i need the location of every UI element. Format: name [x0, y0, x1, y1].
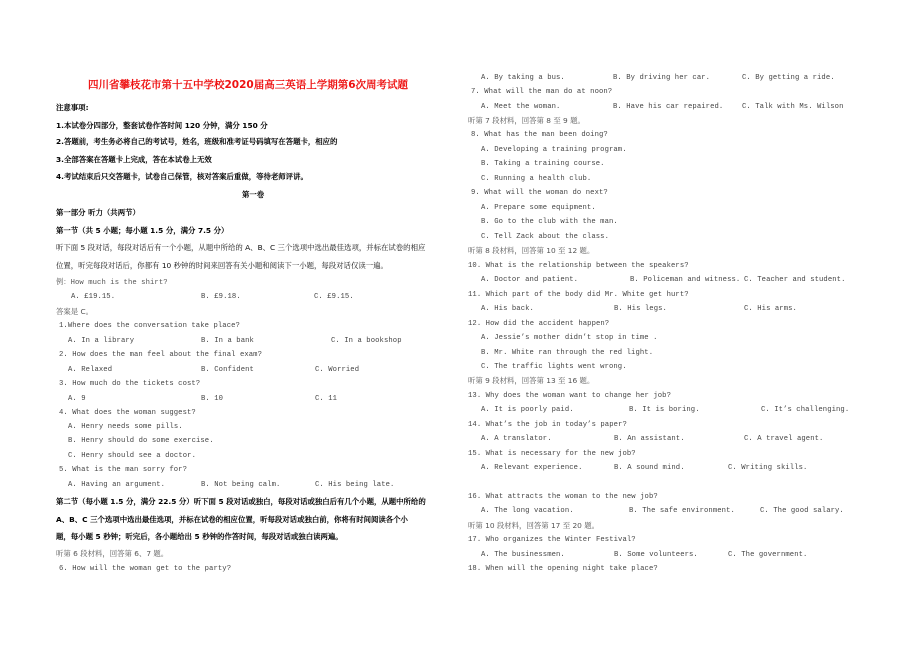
question-11: 11. Which part of the body did Mr. White get hurt?	[468, 291, 689, 299]
notice-item-3: 3.全部答案在答题卡上完成，答在本试卷上无效	[56, 155, 212, 164]
question-7: 7. What will the man do at noon?	[471, 88, 613, 96]
q7-option-c: C. Talk with Ms. Wilson	[742, 103, 844, 111]
q17-option-b: B. Some volunteers.	[614, 551, 698, 559]
notice-item-2: 2.答题前，考生务必将自己的考试号，姓名，班级和准考证号码填写在答题卡，相应的	[56, 137, 338, 146]
q16-option-b: B. The safe environment.	[629, 507, 735, 515]
group-8-instruction: 听第 8 段材料，回答第 10 至 12 题。	[468, 246, 595, 255]
q6-option-c: C. By getting a ride.	[742, 74, 835, 82]
question-8: 8. What has the man been doing?	[471, 131, 608, 139]
q6-option-a: A. By taking a bus.	[481, 74, 565, 82]
q4-option-c: C. Henry should see a doctor.	[68, 452, 196, 460]
q12-option-b: B. Mr. White ran through the red light.	[481, 349, 654, 357]
q2-option-c: C. Worried	[315, 366, 360, 374]
question-10: 10. What is the relationship between the speakers?	[468, 262, 689, 270]
question-14: 14. What’s the job in today’s paper?	[468, 421, 627, 429]
group-9-instruction: 听第 9 段材料，回答第 13 至 16 题。	[468, 376, 595, 385]
group-10-instruction: 听第 10 段材料，回答第 17 至 20 题。	[468, 521, 599, 530]
question-3: 3. How much do the tickets cost?	[59, 380, 201, 388]
q5-option-a: A. Having an argument.	[68, 481, 166, 489]
q15-option-b: B. A sound mind.	[614, 464, 685, 472]
q15-option-c: C. Writing skills.	[728, 464, 808, 472]
q14-option-a: A. A translator.	[481, 435, 552, 443]
question-5: 5. What is the man sorry for?	[59, 466, 187, 474]
q13-option-c: C. It’s challenging.	[761, 406, 850, 414]
section2-heading-line2: A、B、C 三个选项中选出最佳选项，并标在试卷的相应位置，听每段对话或独白前，你将有时间阅读各个小	[56, 515, 408, 524]
section1-instructions-line2: 位置，听完每段对话后，你都有 10 秒钟的时间来回答有关小题和阅读下一小题，每段对话仅读一遍。	[56, 261, 388, 270]
q17-option-c: C. The government.	[728, 551, 808, 559]
question-17: 17. Who organizes the Winter Festival?	[468, 536, 636, 544]
q13-option-b: B. It is boring.	[629, 406, 700, 414]
example-option-b: B. £9.18.	[201, 293, 241, 301]
example-question: 例：How much is the shirt?	[56, 279, 168, 287]
q11-option-c: C. His arms.	[744, 305, 797, 313]
example-answer: 答案是 C。	[56, 307, 94, 316]
q14-option-c: C. A travel agent.	[744, 435, 824, 443]
q3-option-a: A. 9	[68, 395, 86, 403]
q14-option-b: B. An assistant.	[614, 435, 685, 443]
example-option-a: A. £19.15.	[71, 293, 116, 301]
question-6: 6. How will the woman get to the party?	[59, 565, 232, 573]
volume-title: 第一卷	[242, 190, 265, 199]
q10-option-a: A. Doctor and patient.	[481, 276, 579, 284]
q8-option-a: A. Developing a training program.	[481, 146, 627, 154]
notice-item-4: 4.考试结束后只交答题卡，试卷自己保管，核对答案后重做，等待老师评讲。	[56, 172, 308, 181]
q8-option-b: B. Taking a training course.	[481, 160, 605, 168]
notice-item-1: 1.本试卷分四部分，整套试卷作答时间 120 分钟，满分 150 分	[56, 121, 268, 130]
q1-option-b: B. In a bank	[201, 337, 254, 345]
q4-option-a: A. Henry needs some pills.	[68, 423, 183, 431]
q17-option-a: A. The businessmen.	[481, 551, 565, 559]
example-option-c: C. £9.15.	[314, 293, 354, 301]
q5-option-c: C. His being late.	[315, 481, 395, 489]
q1-option-c: C. In a bookshop	[331, 337, 402, 345]
section1-instructions-line1: 听下面 5 段对话，每段对话后有一个小题，从题中所给的 A、B、C 三个选项中选出最佳选项，并标在试卷的相应	[56, 243, 426, 252]
question-2: 2. How does the man feel about the final exam?	[59, 351, 263, 359]
group-6-instruction: 听第 6 段材料，回答第 6、7 题。	[56, 549, 169, 558]
question-9: 9. What will the woman do next?	[471, 189, 608, 197]
q3-option-c: C. 11	[315, 395, 338, 403]
page-title: 四川省攀枝花市第十五中学校2020届高三英语上学期第6次周考试题	[88, 79, 409, 91]
question-18: 18. When will the opening night take place?	[468, 565, 658, 573]
section1-heading: 第一节（共 5 小题；每小题 1.5 分，满分 7.5 分）	[56, 226, 229, 235]
q9-option-c: C. Tell Zack about the class.	[481, 233, 609, 241]
q9-option-b: B. Go to the club with the man.	[481, 218, 618, 226]
part1-heading: 第一部分 听力（共两节）	[56, 208, 140, 217]
question-16: 16. What attracts the woman to the new job?	[468, 493, 658, 501]
q11-option-a: A. His back.	[481, 305, 534, 313]
section2-heading-line3: 题，每小题 5 秒钟；听完后，各小题给出 5 秒钟的作答时间，每段对话或独白读两遍。	[56, 532, 343, 541]
q16-option-c: C. The good salary.	[760, 507, 844, 515]
q4-option-b: B. Henry should do some exercise.	[68, 437, 214, 445]
notice-heading: 注意事项:	[56, 103, 89, 112]
q12-option-a: A. Jessie’s mother didn’t stop in time .	[481, 334, 658, 342]
q1-option-a: A. In a library	[68, 337, 135, 345]
q16-option-a: A. The long vacation.	[481, 507, 574, 515]
q3-option-b: B. 10	[201, 395, 224, 403]
group-7-instruction: 听第 7 段材料，回答第 8 至 9 题。	[468, 116, 585, 125]
q9-option-a: A. Prepare some equipment.	[481, 204, 596, 212]
q6-option-b: B. By driving her car.	[613, 74, 711, 82]
q12-option-c: C. The traffic lights went wrong.	[481, 363, 627, 371]
q15-option-a: A. Relevant experience.	[481, 464, 583, 472]
q11-option-b: B. His legs.	[614, 305, 667, 313]
q7-option-a: A. Meet the woman.	[481, 103, 561, 111]
q2-option-a: A. Relaxed	[68, 366, 113, 374]
q5-option-b: B. Not being calm.	[201, 481, 281, 489]
question-15: 15. What is necessary for the new job?	[468, 450, 636, 458]
q2-option-b: B. Confident	[201, 366, 254, 374]
section2-heading-line1: 第二节（每小题 1.5 分，满分 22.5 分）听下面 5 段对话或独白，每段对话或独白后有几个小题，从题中所给的	[56, 497, 426, 506]
question-12: 12. How did the accident happen?	[468, 320, 610, 328]
question-4: 4. What does the woman suggest?	[59, 409, 196, 417]
question-13: 13. Why does the woman want to change her job?	[468, 392, 672, 400]
q7-option-b: B. Have his car repaired.	[613, 103, 724, 111]
q8-option-c: C. Running a health club.	[481, 175, 592, 183]
q10-option-c: C. Teacher and student.	[744, 276, 846, 284]
q13-option-a: A. It is poorly paid.	[481, 406, 574, 414]
q10-option-b: B. Policeman and witness.	[630, 276, 741, 284]
question-1: 1.Where does the conversation take place?	[59, 322, 240, 330]
